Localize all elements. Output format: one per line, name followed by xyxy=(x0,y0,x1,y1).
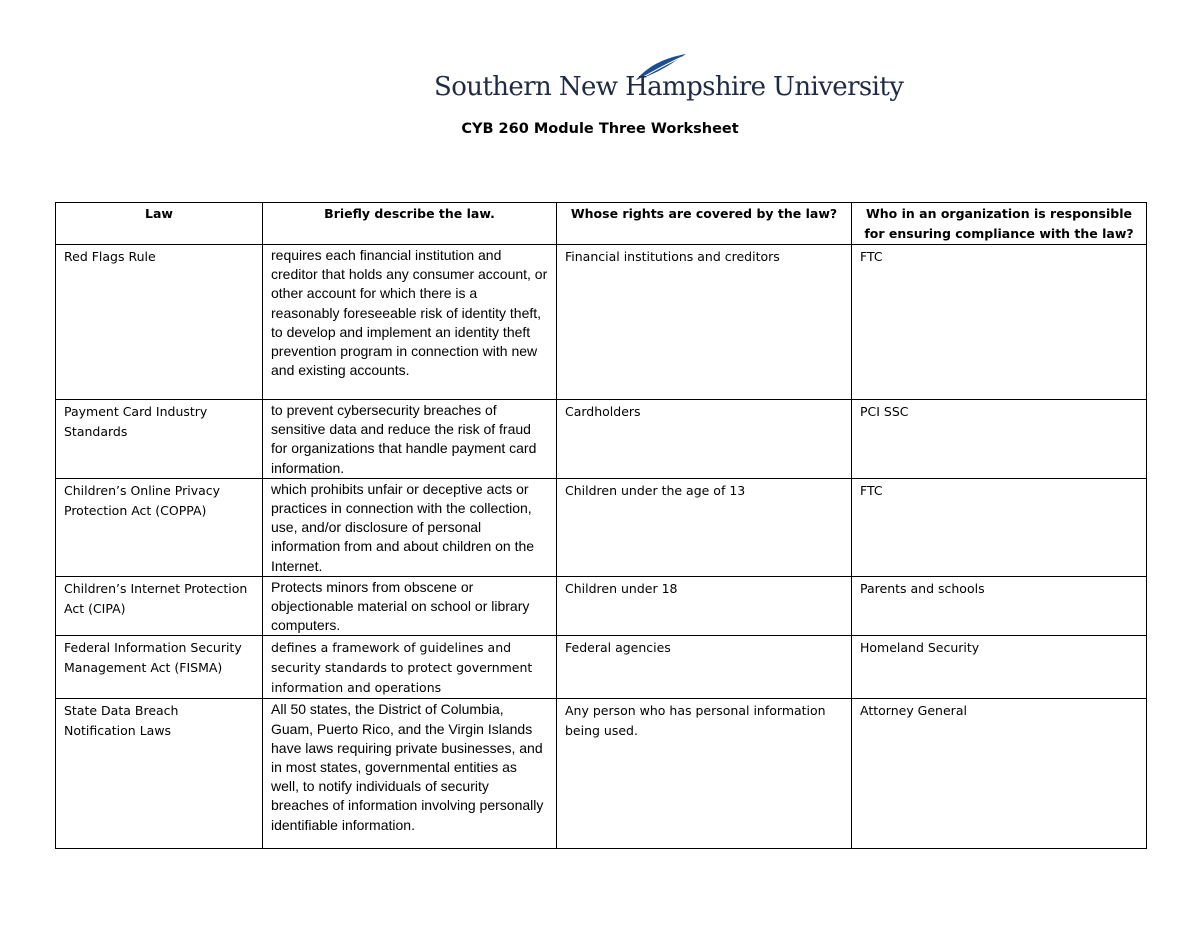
header-description: Briefly describe the law. xyxy=(263,203,557,245)
cell-responsible[interactable]: Homeland Security xyxy=(852,636,1147,699)
university-logo xyxy=(434,52,904,108)
table-row xyxy=(56,400,1147,479)
table-row xyxy=(56,576,1147,636)
cell-responsible[interactable]: Parents and schools xyxy=(852,576,1147,636)
header-responsible: Who in an organization is responsible for ensuring compliance with the law? xyxy=(852,203,1147,245)
cell-description[interactable]: Protects minors from obscene or objectionable material on school or library computers. xyxy=(263,576,557,636)
table-row xyxy=(56,699,1147,849)
cell-responsible[interactable]: FTC xyxy=(852,478,1147,576)
cell-law: Payment Card Industry Standards xyxy=(56,400,263,479)
cell-description[interactable]: which prohibits unfair or deceptive acts or practices in connection with the collection, use, and/or disclosure of personal information from and about children on the Internet. xyxy=(263,478,557,576)
cell-rights[interactable]: Children under 18 xyxy=(557,576,852,636)
table-row xyxy=(56,636,1147,699)
cell-description[interactable]: requires each financial institution and creditor that holds any consumer account, or other account for which there is a reasonably foreseeable risk of identity theft, to develop and implement an identity theft prevention program in connection with new and existing accounts. xyxy=(263,245,557,400)
cell-description[interactable]: All 50 states, the District of Columbia, Guam, Puerto Rico, and the Virgin Islands have laws requiring private businesses, and in most states, governmental entities as well, to notify individuals of security breaches of information involving personally identifiable information. xyxy=(263,699,557,849)
cell-rights[interactable]: Federal agencies xyxy=(557,636,852,699)
cell-law: Red Flags Rule xyxy=(56,245,263,400)
laws-worksheet-table xyxy=(55,202,1147,849)
cell-responsible[interactable]: PCI SSC xyxy=(852,400,1147,479)
cell-law: Federal Information Security Management Act (FISMA) xyxy=(56,636,263,699)
cell-responsible[interactable]: FTC xyxy=(852,245,1147,400)
table-row xyxy=(56,478,1147,576)
cell-description[interactable]: to prevent cybersecurity breaches of sensitive data and reduce the risk of fraud for organizations that handle payment card information. xyxy=(263,400,557,479)
cell-responsible[interactable]: Attorney General xyxy=(852,699,1147,849)
header-rights: Whose rights are covered by the law? xyxy=(557,203,852,245)
cell-law: Children’s Online Privacy Protection Act (COPPA) xyxy=(56,478,263,576)
cell-law: Children’s Internet Protection Act (CIPA) xyxy=(56,576,263,636)
table-row xyxy=(56,245,1147,400)
table-header-row xyxy=(56,203,1147,245)
cell-rights[interactable]: Cardholders xyxy=(557,400,852,479)
cell-law: State Data Breach Notification Laws xyxy=(56,699,263,849)
cell-rights[interactable]: Children under the age of 13 xyxy=(557,478,852,576)
cell-rights[interactable]: Any person who has personal information being used. xyxy=(557,699,852,849)
cell-rights[interactable]: Financial institutions and creditors xyxy=(557,245,852,400)
university-name: Southern New Hampshire University xyxy=(434,72,904,102)
cell-description[interactable]: defines a framework of guidelines and security standards to protect government information and operations xyxy=(263,636,557,699)
document-title: CYB 260 Module Three Worksheet xyxy=(461,121,739,137)
header-law: Law xyxy=(56,203,263,245)
